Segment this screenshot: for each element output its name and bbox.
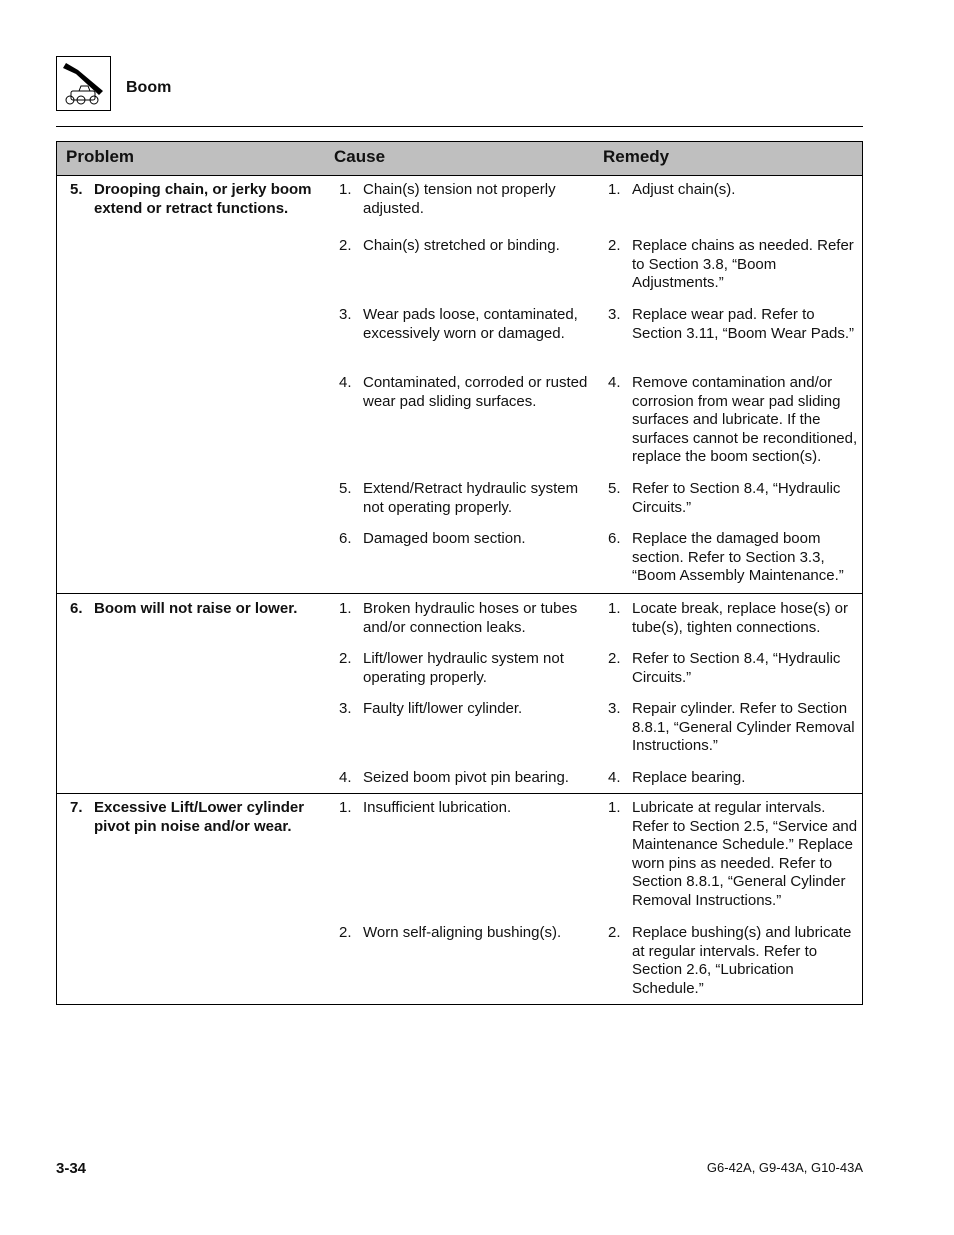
remedy-cell: 3. Repair cylinder. Refer to Section 8.8.1, “General Cylinder Removal Instructions.” [608, 700, 855, 755]
cause-cell: 1. Chain(s) tension not properly adjusted. [339, 181, 556, 217]
problem-cell: 7. Excessive Lift/Lower cylinder pivot pin noise and/or wear. [70, 799, 305, 835]
remedy-cell: 4. Replace bearing. [608, 769, 746, 786]
remedy-cell: 3. Replace wear pad. Refer to Section 3.11, “Boom Wear Pads.” [608, 306, 855, 342]
remedy-cell: 2. Replace chains as needed. Refer to Section 3.8, “Boom Adjustments.” [608, 237, 854, 292]
troubleshooting-table [56, 141, 863, 1005]
boom-icon [56, 56, 111, 111]
page-number: 3-34 [56, 1160, 87, 1177]
cause-cell: 3. Wear pads loose, contaminated, excessively worn or damaged. [339, 306, 578, 342]
cause-cell: 2. Lift/lower hydraulic system not operating properly. [339, 650, 564, 686]
table-section [57, 593, 862, 793]
problem-cell: 6. Boom will not raise or lower. [70, 600, 298, 617]
remedy-cell: 2. Refer to Section 8.4, “Hydraulic Circuits.” [608, 650, 841, 686]
remedy-cell: 1. Lubricate at regular intervals. Refer to Section 2.5, “Service and Maintenance Schedule.” Replace worn pins as needed. Refer to Section 8.8.1, “General Cylinder Removal Instructions.” [608, 799, 858, 909]
cause-cell: 1. Insufficient lubrication. [339, 799, 512, 816]
cause-cell: 4. Contaminated, corroded or rusted wear pad sliding surfaces. [339, 374, 588, 410]
cause-cell: 2. Chain(s) stretched or binding. [339, 237, 560, 254]
model-numbers: G6-42A, G9-43A, G10-43A [706, 1160, 863, 1175]
table-header [57, 142, 862, 176]
cause-cell: 1. Broken hydraulic hoses or tubes and/or connection leaks. [339, 600, 578, 636]
column-header-problem: Problem [66, 147, 135, 166]
table-section [57, 793, 862, 1004]
cause-cell: 5. Extend/Retract hydraulic system not operating properly. [339, 480, 579, 516]
remedy-cell: 1. Locate break, replace hose(s) or tube(s), tighten connections. [608, 600, 848, 636]
column-header-cause: Cause [334, 147, 386, 166]
remedy-cell: 5. Refer to Section 8.4, “Hydraulic Circuits.” [608, 480, 841, 516]
table-section [57, 176, 862, 593]
column-header-remedy: Remedy [603, 147, 670, 166]
header-divider [56, 126, 863, 127]
remedy-cell: 4. Remove contamination and/or corrosion from wear pad sliding surfaces and lubricate. If the surfaces cannot be reconditioned, replace the boom section(s). [608, 374, 858, 466]
remedy-cell: 1. Adjust chain(s). [608, 181, 736, 198]
problem-cell: 5. Drooping chain, or jerky boom extend or retract functions. [70, 181, 312, 217]
remedy-cell: 6. Replace the damaged boom section. Refer to Section 3.3, “Boom Assembly Maintenance.” [608, 530, 844, 585]
cause-cell: 6. Damaged boom section. [339, 530, 526, 547]
cause-cell: 3. Faulty lift/lower cylinder. [339, 700, 523, 717]
cause-cell: 2. Worn self-aligning bushing(s). [339, 924, 562, 941]
remedy-cell: 2. Replace bushing(s) and lubricate at regular intervals. Refer to Section 2.6, “Lubrication Schedule.” [608, 924, 852, 997]
page-title: Boom [126, 79, 172, 96]
cause-cell: 4. Seized boom pivot pin bearing. [339, 769, 569, 786]
